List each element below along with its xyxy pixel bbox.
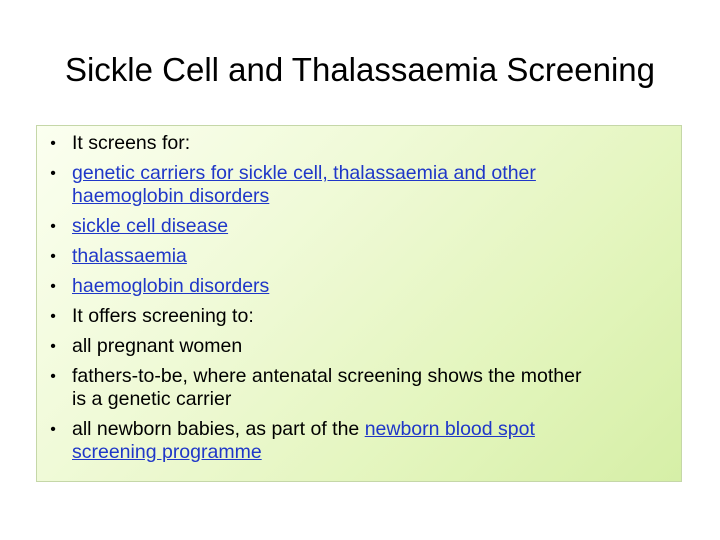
carriers-link[interactable]: genetic carriers for sickle cell, thalassaemia and other [72, 162, 536, 184]
list-item [37, 305, 683, 328]
bullet-text: all newborn babies, as part of the [72, 418, 365, 440]
bullet-dot-icon: • [50, 278, 56, 295]
bullet-dot-icon: • [50, 165, 56, 182]
carriers-link-continued[interactable]: haemoglobin disorders [72, 185, 270, 207]
bullet-dot-icon: • [50, 308, 56, 325]
sickle-cell-disease-link[interactable]: sickle cell disease [72, 215, 229, 237]
newborn-blood-spot-link[interactable]: newborn blood spot [364, 418, 535, 440]
list-item [37, 365, 683, 411]
list-item[interactable] [37, 215, 683, 238]
bullet-dot-icon: • [50, 421, 56, 438]
haemoglobin-disorders-link[interactable]: haemoglobin disorders [72, 275, 270, 297]
newborn-blood-spot-link-continued[interactable]: screening programme [72, 441, 262, 463]
bullet-dot-icon: • [50, 368, 56, 385]
bullet-list [37, 132, 683, 471]
bullet-text: all pregnant women [72, 335, 243, 357]
list-item [37, 418, 683, 464]
thalassaemia-link[interactable]: thalassaemia [72, 245, 187, 267]
bullet-dot-icon: • [50, 135, 56, 152]
bullet-dot-icon: • [50, 218, 56, 235]
list-item [37, 132, 683, 155]
content-box [36, 125, 682, 482]
list-item[interactable] [37, 275, 683, 298]
bullet-dot-icon: • [50, 248, 56, 265]
bullet-text-continued: is a genetic carrier [72, 388, 232, 410]
list-item[interactable] [37, 162, 683, 208]
bullet-text: fathers-to-be, where antenatal screening shows the mother [72, 365, 582, 387]
list-item [37, 335, 683, 358]
list-item[interactable] [37, 245, 683, 268]
bullet-text: It screens for: [72, 132, 191, 154]
bullet-text: It offers screening to: [72, 305, 254, 327]
bullet-dot-icon: • [50, 338, 56, 355]
slide-title: Sickle Cell and Thalassaemia Screening [64, 51, 656, 88]
